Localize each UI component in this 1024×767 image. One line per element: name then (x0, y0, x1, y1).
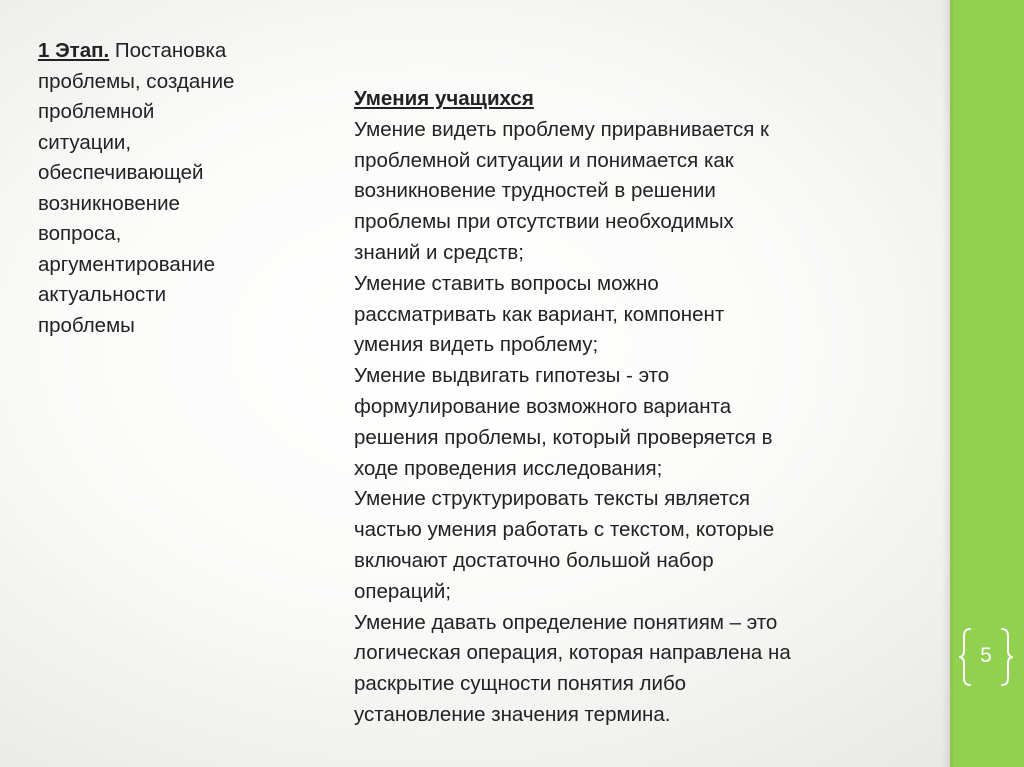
skills-line: проблемы при отсутствии необходимых (354, 210, 734, 234)
skills-line: Умение видеть проблему приравнивается к (354, 117, 769, 141)
stage-line-0: Постановка (109, 39, 227, 62)
stage-line: проблемы (38, 313, 135, 337)
stage-line: возникновение (38, 191, 180, 215)
stage-line: актуальности (38, 283, 167, 306)
slide-number-badge (958, 627, 1014, 687)
skills-line: формулирование возможного варианта (354, 394, 732, 418)
slide-shadow (942, 0, 950, 767)
stage-first-line (38, 36, 330, 67)
skills-line: Умение давать определение понятиям – это (354, 610, 778, 634)
skills-line: знаний и средств; (354, 240, 524, 264)
stage-line: вопроса, (38, 222, 122, 245)
skills-line: Умение ставить вопросы можно (354, 271, 659, 295)
skills-line: включают достаточно большой набор (354, 548, 714, 572)
skills-line: частью умения работать с текстом, которые (354, 518, 775, 542)
skills-line: Умение выдвигать гипотезы - это (354, 364, 670, 388)
skills-line: умения видеть проблему; (354, 333, 599, 357)
skills-line: операций; (354, 579, 452, 603)
skills-line: проблемной ситуации и понимается как (354, 148, 734, 172)
stage-line: обеспечивающей (38, 161, 204, 184)
skills-line: раскрытие сущности понятия либо (354, 672, 687, 696)
stage-description (38, 36, 330, 341)
skills-line: Умение структурировать тексты является (354, 487, 751, 511)
stage-line: ситуации, (38, 130, 132, 154)
stage-line: проблемы, создание (38, 69, 235, 93)
student-skills-block (354, 84, 914, 731)
skills-line: возникновение трудностей в решении (354, 179, 716, 203)
slide-number: 5 (980, 644, 992, 667)
stage-label-dot: . (103, 39, 110, 62)
skills-line: решения проблемы, который проверяется в (354, 425, 773, 449)
skills-heading: Умения учащихся (354, 87, 534, 110)
skills-line: установление значения термина. (354, 702, 671, 726)
stage-label: 1 Этап (38, 39, 104, 62)
skills-line: ходе проведения исследования; (354, 456, 663, 480)
skills-line: логическая операция, которая направлена на (354, 641, 791, 665)
stage-line: аргументирование (38, 252, 215, 276)
skills-line: рассматривать как вариант, компонент (354, 302, 725, 326)
right-brace-icon (1000, 627, 1014, 687)
stage-line: проблемной (38, 100, 155, 123)
